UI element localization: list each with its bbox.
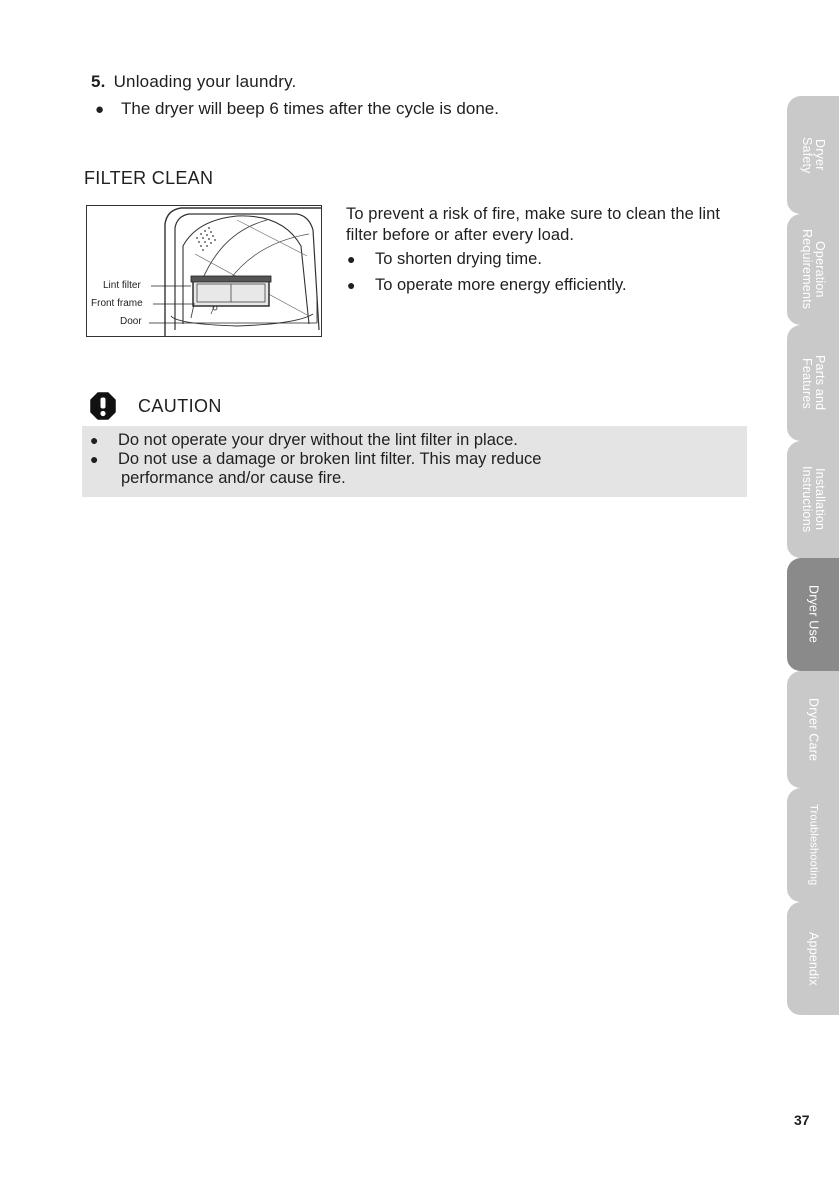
tab-operation-requirements[interactable]: [787, 214, 839, 326]
section-heading: FILTER CLEAN: [84, 168, 214, 188]
bullet-icon: ●: [95, 101, 105, 118]
tab-label: Installation Instructions: [800, 466, 827, 533]
list-item: [347, 250, 627, 276]
list-item: [90, 450, 718, 488]
lint-filter-label: Lint filter: [103, 280, 141, 291]
step-number: 5.: [91, 72, 106, 91]
front-frame-label: Front frame: [91, 298, 143, 309]
lint-filter-illustration: [86, 205, 322, 337]
list-item: [90, 431, 718, 450]
step-title: Unloading your laundry.: [113, 72, 297, 91]
tab-label: Dryer Care: [806, 697, 821, 762]
caution-title: CAUTION: [138, 395, 222, 416]
caution-text: Do not use a damage or broken lint filter. This may reduce: [118, 450, 542, 468]
tab-label: Parts and Features: [800, 355, 827, 411]
page-number: 37: [794, 1112, 810, 1128]
exclamation-octagon-icon: [90, 392, 116, 420]
tab-label: Dryer Safety: [800, 136, 827, 174]
benefit-list: [347, 250, 627, 302]
tab-appendix[interactable]: [787, 902, 839, 1016]
tab-label: Troubleshooting: [807, 804, 820, 886]
door-label: Door: [120, 316, 142, 327]
tab-dryer-care[interactable]: [787, 671, 839, 789]
caution-box: [82, 426, 747, 497]
step-bullet: [95, 99, 499, 119]
caution-header: [90, 392, 222, 420]
bullet-icon: ●: [347, 251, 356, 267]
caution-list: [90, 431, 718, 488]
benefit-text: To operate more energy efficiently.: [375, 276, 627, 294]
tab-label: Dryer Use: [806, 585, 821, 644]
step-heading: [91, 72, 296, 92]
tab-dryer-use[interactable]: [787, 558, 839, 672]
tab-installation-instructions[interactable]: [787, 441, 839, 559]
caution-text: Do not operate your dryer without the lint filter in place.: [118, 431, 518, 449]
bullet-icon: ●: [347, 277, 356, 293]
caution-continuation: performance and/or cause fire.: [121, 469, 346, 487]
bullet-icon: ●: [90, 432, 99, 448]
tab-label: Operation Requirements: [800, 229, 827, 310]
step-bullet-text: The dryer will beep 6 times after the cycle is done.: [121, 99, 499, 118]
tab-parts-and-features[interactable]: [787, 325, 839, 442]
tab-troubleshooting[interactable]: [787, 788, 839, 903]
tab-dryer-safety[interactable]: [787, 96, 839, 215]
filter-intro-text: To prevent a risk of fire, make sure to clean the lint filter before or after every load.: [346, 205, 721, 244]
bullet-icon: ●: [90, 451, 99, 467]
benefit-text: To shorten drying time.: [375, 250, 542, 268]
tab-label: Appendix: [806, 931, 821, 986]
list-item: [347, 276, 627, 302]
